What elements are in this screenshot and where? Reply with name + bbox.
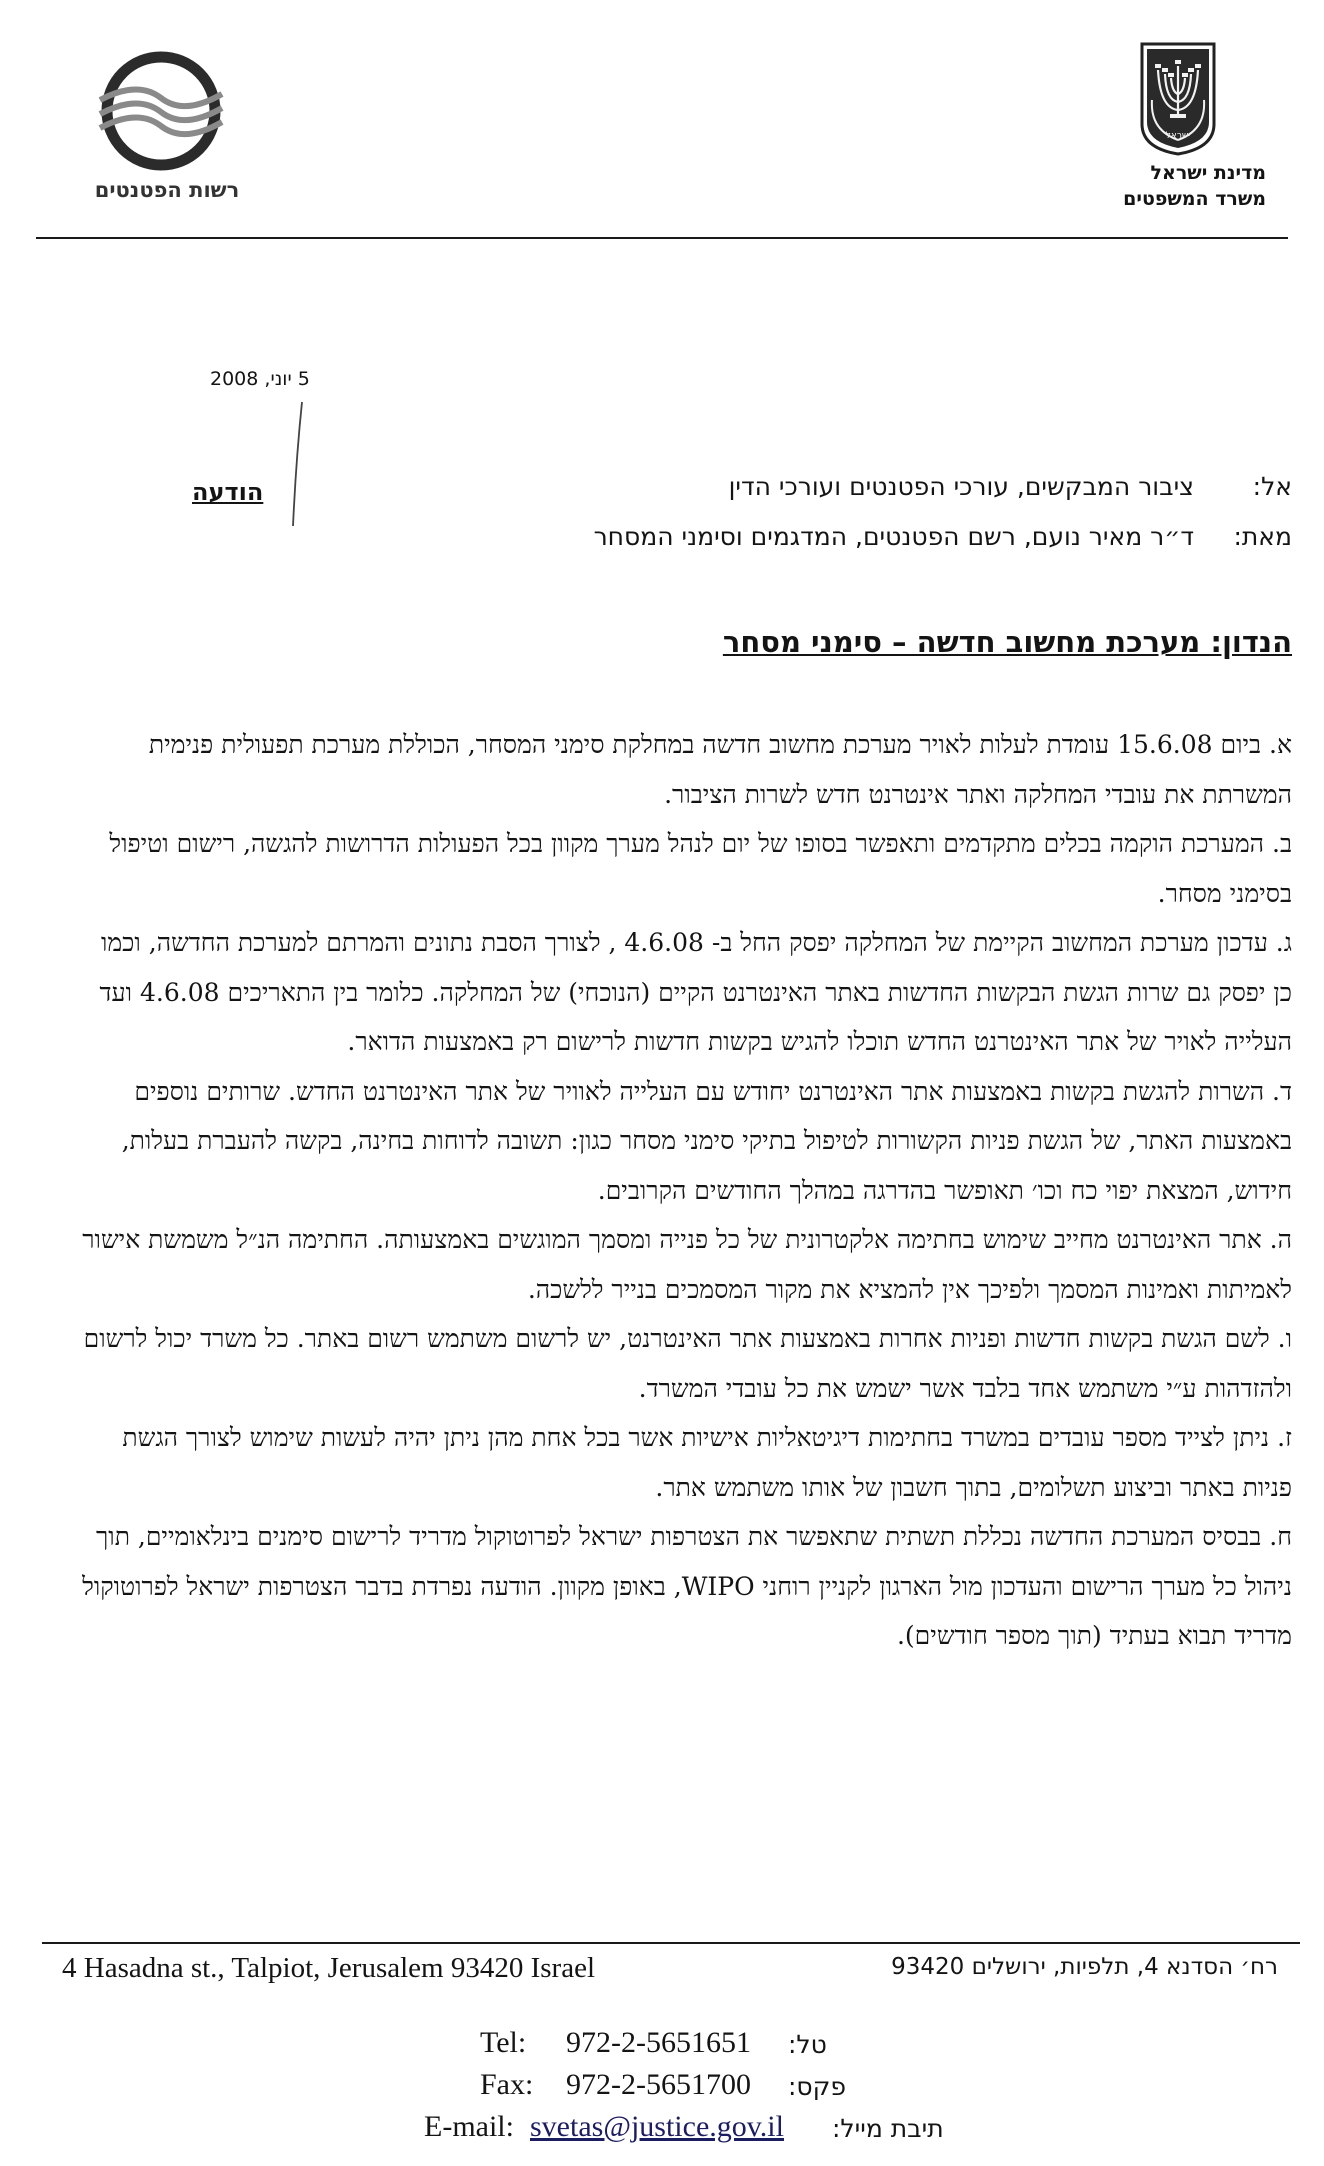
footer-address-english: 4 Hasadna st., Talpiot, Jerusalem 93420 Israel: [62, 1952, 596, 1984]
pen-stroke-mark: [290, 400, 304, 530]
emblem-inscription: ישראל: [1165, 131, 1191, 141]
footer-address-hebrew: רח׳ הסדנא 4, תלפיות, ירושלים 93420: [891, 1954, 1278, 1980]
state-emblem-logo: [1138, 40, 1218, 158]
paragraph-c: ג. עדכון מערכת המחשוב הקיימת של המחלקה יפסק החל ב- 4.6.08 , לצורך הסבת נתונים והמרתם למערכת החדשה, וכמו כן יפסק גם שרות הגשת הבקשות החדשות באתר האינטרנט הקיים (הנוכחי) של המחלקה. כלומר בין התאריכים 4.6.08 ועד העלייה לאויר של אתר האינטרנט החדש תוכלו להגיש בקשות חדשות לרישום רק באמצעות הדואר.: [99, 928, 1292, 1056]
patent-authority-name: רשות הפטנטים: [94, 178, 240, 202]
subject-line: הנדון: מערכת מחשוב חדשה – סימני מסחר: [722, 625, 1292, 659]
fax-label-hebrew: פקס:: [788, 2072, 846, 2101]
to-value: ציבור המבקשים, עורכי הפטנטים ועורכי הדין: [728, 472, 1194, 501]
from-label: מאת:: [1233, 522, 1292, 551]
paragraph-g: ז. ניתן לצייד מספר עובדים במשרד בחתימות דיגיטאליות אישיות אשר בכל אחת מהן ניתן יהיה לעשות שימוש לצורך הגשת פניות באתר וביצוע תשלומים, בתוך חשבון של אותו משתמש אתר.: [122, 1423, 1292, 1502]
header-divider: [36, 237, 1288, 239]
to-label: אל:: [1252, 472, 1292, 501]
ministry-line-2: משרד המשפטים: [1123, 188, 1266, 210]
paragraph-a: א. ביום 15.6.08 עומדת לעלות לאויר מערכת מחשוב חדשה במחלקת סימני המסחר, הכוללת מערכת תפעולית פנימית המשרתת את עובדי המחלקה ואתר אינטרנט חדש לשרות הציבור.: [148, 730, 1292, 809]
email-label-hebrew: תיבת מייל:: [832, 2114, 944, 2143]
ministry-name: [1046, 160, 1266, 212]
from-value: ד״ר מאיר נועם, רשם הפטנטים, המדגמים וסימני המסחר: [593, 522, 1194, 551]
paragraph-b: ב. המערכת הוקמה בכלים מתקדמים ותאפשר בסופו של יום לנהל מערך מקוון בכל הפעולות הדרושות להגשה, רישום וטיפול בסימני מסחר.: [109, 829, 1292, 908]
letter-body: [80, 720, 1292, 1661]
paragraph-f: ו. לשם הגשת בקשות חדשות ופניות אחרות באמצעות אתר האינטרנט, יש לרשום משתמש רשום באתר. כל משרד יכול לרשום ולהזדהות ע״י משתמש אחד בלבד אשר ישמש את כל עובדי המשרד.: [83, 1324, 1292, 1403]
paragraph-e: ה. אתר האינטרנט מחייב שימוש בחתימה אלקטרונית של כל פנייה ומסמך המוגשים באמצעותה. החתימה הנ״ל משמשת אישור לאמיתות ואמינות המסמך ולפיכך אין להמציא את מקור המסמכים בנייר ללשכה.: [82, 1225, 1292, 1304]
notice-tag: הודעה: [192, 478, 264, 506]
patent-authority-logo: [98, 48, 224, 174]
ministry-line-1: מדינת ישראל: [1150, 162, 1266, 184]
paragraph-d: ד. השרות להגשת בקשות באמצעות אתר האינטרנט יחודש עם העלייה לאוויר של אתר האינטרנט החדש. שרותים נוספים באמצעות האתר, של הגשת פניות הקשורות לטיפול בתיקי סימני מסחר כגון: תשובה לדוחות בחינה, בקשה להעברת בעלות, חידוש, המצאת יפוי כח וכו׳ תאופשר בהדרגה במהלך החודשים הקרובים.: [121, 1076, 1292, 1205]
fax-value: 972-2-5651700: [566, 2068, 751, 2101]
paragraph-h: ח. בבסיס המערכת החדשה נכללת תשתית שתאפשר את הצטרפות ישראל לפרוטוקול מדריד לרישום סימנים בינלאומיים, תוך ניהול כל מערך הרישום והעדכון מול הארגון לקניין רוחני WIPO, באופן מקוון. הודעה נפרדת בדבר הצטרפות ישראל לפרוטוקול מדריד תבוא בעתיד (תוך מספר חודשים).: [82, 1522, 1292, 1650]
email-label-english: E-mail:: [424, 2110, 514, 2143]
fax-label-english: Fax:: [480, 2068, 534, 2101]
letter-date: 5 יוני, 2008: [210, 368, 310, 390]
email-link[interactable]: svetas@justice.gov.il: [530, 2110, 784, 2143]
tel-label-english: Tel:: [480, 2026, 527, 2059]
tel-label-hebrew: טל:: [788, 2030, 827, 2059]
footer-divider: [42, 1942, 1300, 1944]
tel-value: 972-2-5651651: [566, 2026, 751, 2059]
